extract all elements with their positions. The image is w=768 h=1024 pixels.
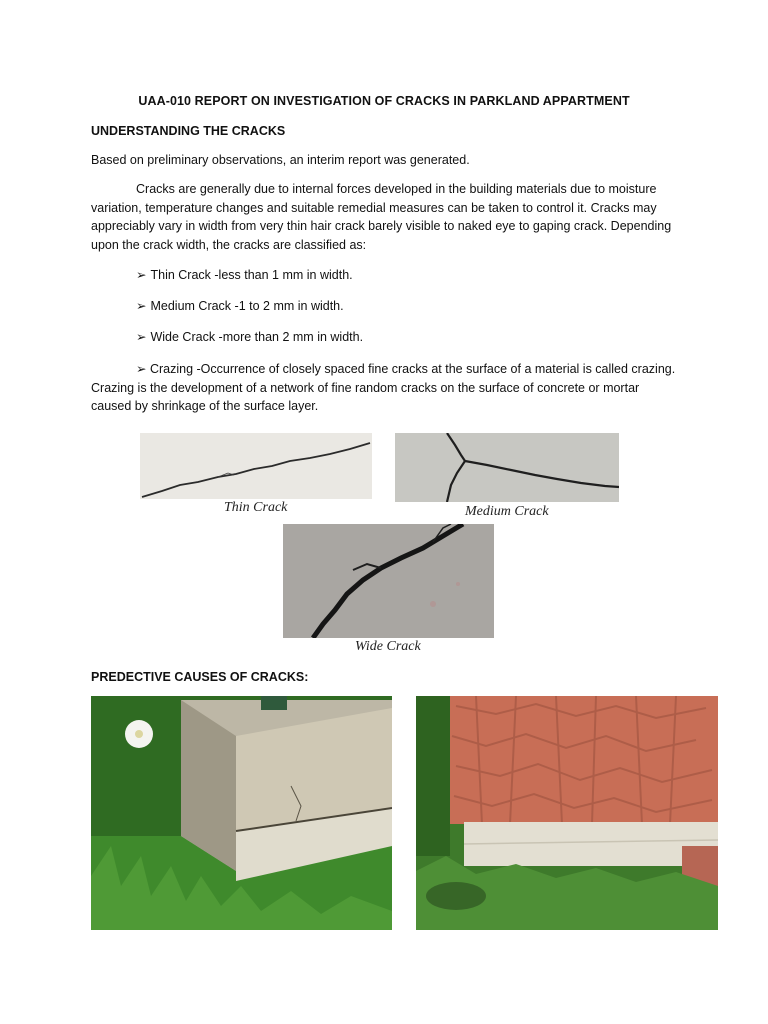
bullet-thin: ➢ Thin Crack -less than 1 mm in width. — [136, 268, 353, 282]
terracotta-wall-photo — [416, 696, 718, 930]
bullet-wide: ➢ Wide Crack -more than 2 mm in width. — [136, 330, 364, 344]
bullet-arrow-icon: ➢ — [136, 330, 147, 344]
cracks-paragraph-rest: variation, temperature changes and suitable remedial measures can be taken to control it. Cracks may appreciably vary in width from very thin hair crack barely visible to naked eye to gaping crack. Depending upon the crack width, the cracks are classified as: — [91, 200, 672, 252]
medium-crack-photo — [395, 433, 619, 502]
cracks-paragraph — [91, 180, 681, 254]
bullet-arrow-icon: ➢ — [136, 268, 147, 282]
thin-crack-caption: Thin Crack — [224, 500, 288, 515]
wide-crack-caption: Wide Crack — [355, 639, 421, 654]
medium-crack-caption: Medium Crack — [465, 504, 549, 519]
intro-paragraph: Based on preliminary observations, an interim report was generated. — [91, 153, 470, 167]
crazing-line1: Crazing -Occurrence of closely spaced fine cracks at the surface of a material is called crazing. — [149, 362, 676, 376]
cracked-plinth-photo — [91, 696, 392, 930]
bullet-arrow-icon: ➢ — [136, 299, 147, 313]
cracks-paragraph-line1: Cracks are generally due to internal forces developed in the building materials due to moisture — [136, 182, 657, 196]
section-heading-understanding: UNDERSTANDING THE CRACKS — [91, 124, 286, 138]
thin-crack-photo — [140, 433, 372, 499]
section-heading-causes: PREDECTIVE CAUSES OF CRACKS: — [91, 670, 309, 684]
page-title: UAA-010 REPORT ON INVESTIGATION OF CRACKS IN PARKLAND APPARTMENT — [138, 94, 630, 108]
crazing-rest: Crazing is the development of a network of fine random cracks on the surface of concrete or mortar caused by shrinkage of the surface layer. — [91, 380, 640, 413]
bullet-medium: ➢ Medium Crack -1 to 2 mm in width. — [136, 299, 344, 313]
bullet-arrow-icon: ➢ — [136, 362, 147, 376]
wide-crack-photo — [283, 524, 494, 638]
crazing-paragraph — [91, 360, 681, 416]
